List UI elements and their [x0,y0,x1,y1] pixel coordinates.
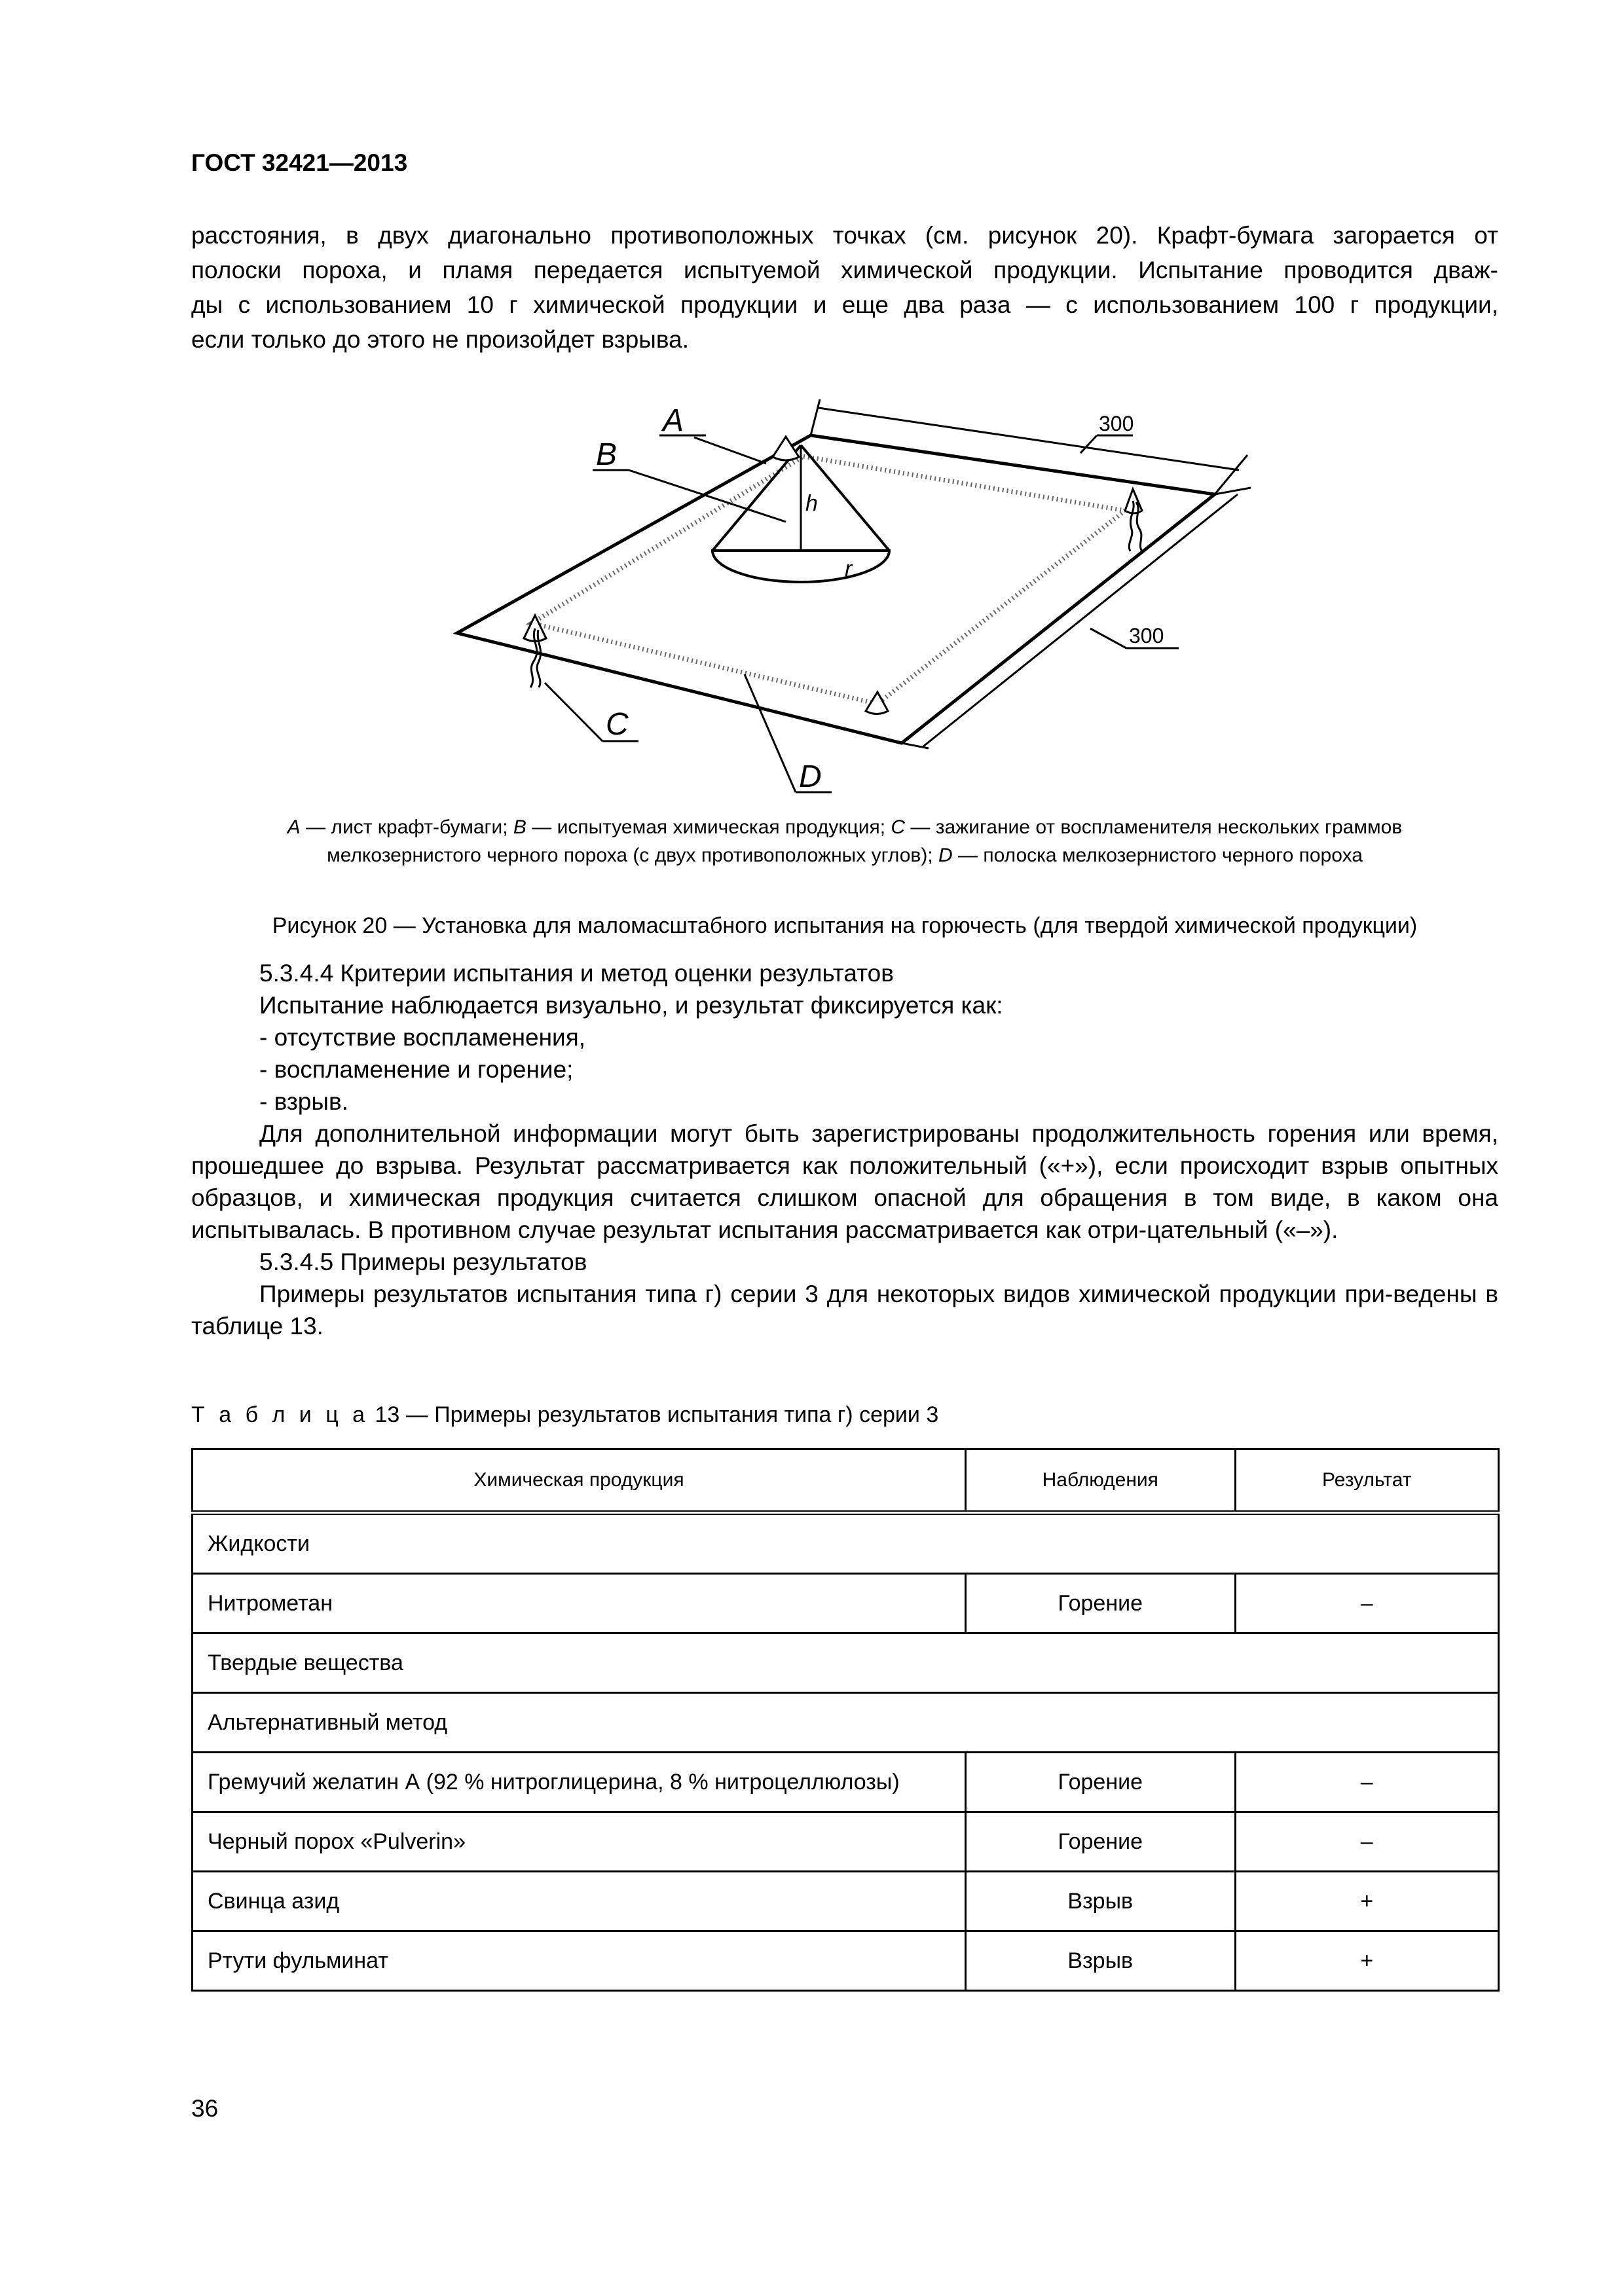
cell-result: – [1235,1812,1498,1872]
cell-product: Гремучий желатин А (92 % нитроглицерина, 8 % нитроцеллюлозы) [193,1753,966,1812]
table-section-row [193,1633,1499,1693]
cell-observation: Взрыв [965,1931,1235,1991]
section-label: Альтернативный метод [193,1693,1499,1753]
cell-observation: Горение [965,1574,1235,1633]
cell-result: + [1235,1872,1498,1931]
section-5344-heading: 5.3.4.4 Критерии испытания и метод оценки результатов [259,960,894,987]
intro-paragraph [191,218,1498,357]
label-c: C [606,707,629,742]
cell-result: – [1235,1574,1498,1633]
table-row [193,1574,1499,1633]
section-5345-heading: 5.3.4.5 Примеры результатов [259,1248,587,1275]
cell-product: Свинца азид [193,1872,966,1931]
list-item: - отсутствие воспламенения, [259,1024,586,1051]
results-table [191,1448,1500,1992]
page-number: 36 [191,2095,219,2122]
label-h: h [805,491,818,516]
table-title [191,1402,938,1428]
header-observation: Наблюдения [965,1449,1235,1513]
intro-line: расстояния, в двух диагонально противоположных точках (см. рисунок 20). Крафт-бумага загорается от [191,222,1498,249]
table-row [193,1812,1499,1872]
kraft-paper-sheet [457,435,1215,743]
table-title-prefix: Т а б л и ц а [191,1402,369,1427]
cell-observation: Взрыв [965,1872,1235,1931]
table-row [193,1872,1499,1931]
table-section-row [193,1693,1499,1753]
section-label: Твердые вещества [193,1633,1499,1693]
cell-product: Черный порох «Pulverin» [193,1812,966,1872]
cell-observation: Горение [965,1753,1235,1812]
table-header-row [193,1449,1499,1513]
section-5344-intro: Испытание наблюдается визуально, и результат фиксируется как: [259,992,1003,1019]
list-item: - взрыв. [259,1088,348,1115]
intro-line: полоски пороха, и пламя передается испытуемой химической продукции. Испытание проводится дваж- [191,257,1498,283]
intro-line: если только до этого не произойдет взрыва. [191,326,689,353]
legend-key-a: A [287,816,301,838]
label-b: B [596,437,618,472]
legend-key-b: B [513,816,526,838]
label-a: A [663,403,684,438]
legend-key-c: C [891,816,906,838]
list-item: - воспламенение и горение; [259,1056,574,1083]
label-d: D [799,759,822,794]
figure-caption: Рисунок 20 — Установка для маломасштабного испытания на горючесть (для твердой химической продукции) [272,913,1418,938]
header-product: Химическая продукция [193,1449,966,1513]
table-section-row [193,1513,1499,1574]
table-title-rest: 13 — Примеры результатов испытания типа г) серии 3 [369,1402,939,1427]
legend-text-c: — зажигание от воспламенителя нескольких граммов мелкозернистого черного пороха (с двух противоположных углов); [327,816,1403,866]
test-setup-drawing [432,380,1257,812]
dimension-top: 300 [1099,412,1134,435]
figure-20-diagram [432,380,1257,812]
table-row [193,1931,1499,1991]
header-result: Результат [1235,1449,1498,1513]
cell-product: Нитрометан [193,1574,966,1633]
page-header-standard: ГОСТ 32421—2013 [191,149,408,176]
intro-line: ды с использованием 10 г химической продукции и еще два раза — с использованием 100 г продукции, [191,291,1498,318]
section-5344-paragraph: Для дополнительной информации могут быть зарегистрированы продолжительность горения или время, прошедшее до взрыва. Результат рассматривается как положительный («+»), если происходит взрыв опытных образцов, и химическая продукция считается слишком опасной для обращения в том виде, в каком она испытывалась. В противном случае результат испытания рассматривается как отри-цательный («–»). [191,1120,1498,1243]
legend-text-b: — испытуемая химическая продукция; [526,816,891,838]
cell-product: Ртути фульминат [193,1931,966,1991]
legend-text-a: — лист крафт-бумаги; [300,816,513,838]
cell-observation: Горение [965,1812,1235,1872]
section-body [191,957,1498,1342]
label-r: r [845,556,853,581]
cell-result: + [1235,1931,1498,1991]
legend-text-d: — полоска мелкозернистого черного пороха [952,845,1363,866]
figure-legend [236,813,1454,869]
section-5345-paragraph: Примеры результатов испытания типа г) серии 3 для некоторых видов химической продукции при-ведены в таблице 13. [191,1281,1498,1339]
cell-result: – [1235,1753,1498,1812]
table-row [193,1753,1499,1812]
dimension-right: 300 [1129,624,1164,647]
legend-key-d: D [938,845,953,866]
section-label: Жидкости [193,1513,1499,1574]
